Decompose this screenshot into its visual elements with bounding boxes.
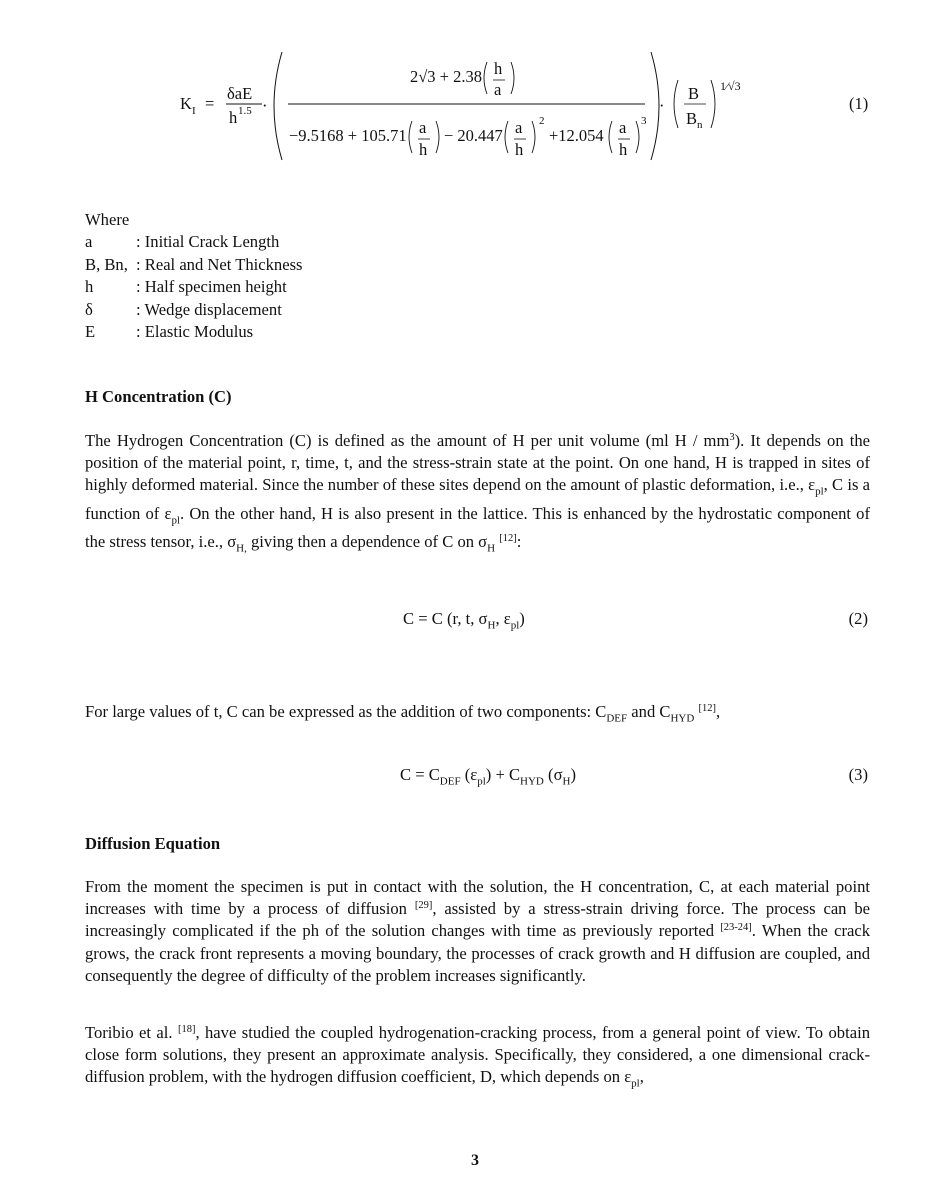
paragraph-h-concentration: The Hydrogen Concentration (C) is defined as the amount of H per unit volume (ml H / mm$^3$). It depends on the position of the material point, r, time, t, and the stress-strain state at the point. On one hand, H is trapped in sites of highly deformed material. Since the number of these sites depend on the amount of plastic deformation, i.e., $\varepsilon_{pl}$, C is a function of $\varepsilon_{pl}$. On the other hand, H is also present in the lattice. This is enhanced by the hydrostatic component of the stress tensor, i.e., $\sigma_{H,}$ giving then a dependence of C on $\sigma_H$ [12]:: [85, 431, 871, 555]
citation-ref: [18]: [177, 1024, 196, 1035]
citation-ref: [12]: [698, 703, 716, 714]
definition-symbol: E: [85, 322, 96, 342]
eq1-inner-num: 2√3 + 2.38: [410, 67, 482, 86]
equation-2-number: (2): [848, 609, 868, 628]
svg-text:h: h: [494, 59, 503, 78]
paragraph-diffusion: From the moment the specimen is put in contact with the solution, the H concentration, C, at each material point increases with time by a process of diffusion [29], assisted by a stress-strain driving force. The process can be increasingly complicated if the ph of the solution changes with time as previously reported [23-24]. When the crack grows, the crack front represents a moving boundary, the processes of crack growth and H diffusion are coupled, and consequently the degree of difficulty of the problem increases significantly.: [85, 877, 871, 985]
svg-text:B: B: [686, 109, 698, 128]
definition-symbol: B, Bn,: [85, 254, 128, 274]
paragraph-large-t: For large values of t, C can be expressed as the addition of two components: $C_{DEF}$ and $C_{HYD}$ [12],: [85, 702, 721, 725]
citation-ref: [12]: [499, 533, 517, 545]
definition-row: [85, 276, 303, 298]
equation-3-number: (3): [848, 765, 868, 784]
definition-symbol: δ: [85, 299, 93, 319]
definition-row: [85, 299, 303, 321]
citation-ref: [23-24]: [720, 922, 752, 934]
definition-description: : Real and Net Thickness: [136, 254, 303, 274]
citation-ref: [29]: [414, 900, 433, 912]
eq1-frac-den-exp: 1.5: [238, 105, 252, 117]
definitions-intro: Where: [85, 210, 130, 229]
definition-symbol: a: [85, 232, 93, 252]
equation-3: $C = C_{DEF}$ $(\varepsilon_{pl}) + C_{HYD}$ $(\sigma_H)$: [400, 765, 576, 788]
svg-text:=: =: [205, 94, 215, 113]
section-heading-h-concentration: H Concentration (C): [85, 387, 232, 406]
eq1-number: (1): [849, 94, 869, 113]
eq1-lhs: K: [180, 94, 192, 113]
equation-2: C = C (r, t, $\sigma_H$, $\varepsilon_{pl}$): [403, 609, 525, 632]
svg-text:·: ·: [659, 96, 665, 115]
eq1-frac-den: h: [229, 108, 238, 127]
svg-text:B: B: [688, 84, 700, 103]
definition-row: [85, 231, 303, 253]
svg-text:a: a: [494, 80, 502, 99]
svg-text:·: ·: [262, 96, 268, 115]
svg-text:h: h: [515, 140, 524, 159]
eq1-den-term2: − 20.447: [444, 126, 503, 145]
definition-row: [85, 321, 303, 343]
page-number: 3: [471, 1152, 479, 1169]
definition-symbol: h: [85, 277, 94, 297]
eq1-den-term1: −9.5168 + 105.71: [289, 126, 407, 145]
definition-description: : Initial Crack Length: [136, 232, 280, 252]
svg-text:a: a: [515, 118, 523, 137]
eq1-outer-exp: 1⁄√3: [720, 79, 741, 93]
definition-description: : Half specimen height: [136, 277, 287, 297]
section-heading-diffusion-equation: Diffusion Equation: [85, 834, 221, 853]
paragraph-toribio: Toribio et al. [18], have studied the coupled hydrogenation-cracking process, from a general point of view. To obtain close form solutions, they present an approximate analysis. Specifically, they considered, a one dimensional crack-diffusion problem, with the hydrogen diffusion coefficient, D, which depends on $\varepsilon_{pl}$,: [85, 1023, 870, 1090]
definition-description: : Wedge displacement: [136, 299, 282, 319]
svg-text:a: a: [619, 118, 627, 137]
eq1-frac-num: δaE: [227, 84, 253, 103]
definition-row: [85, 254, 303, 276]
svg-text:2: 2: [539, 115, 545, 127]
svg-text:h: h: [619, 140, 628, 159]
eq1-lhs-sub: I: [192, 105, 196, 117]
svg-text:n: n: [697, 119, 703, 131]
svg-text:h: h: [419, 140, 428, 159]
eq1-den-term3: +12.054: [549, 126, 604, 145]
definitions-list: [85, 209, 303, 343]
svg-text:a: a: [419, 118, 427, 137]
definition-description: : Elastic Modulus: [136, 322, 254, 342]
svg-text:3: 3: [641, 115, 647, 127]
equation-1-formula: [0, 0, 950, 200]
